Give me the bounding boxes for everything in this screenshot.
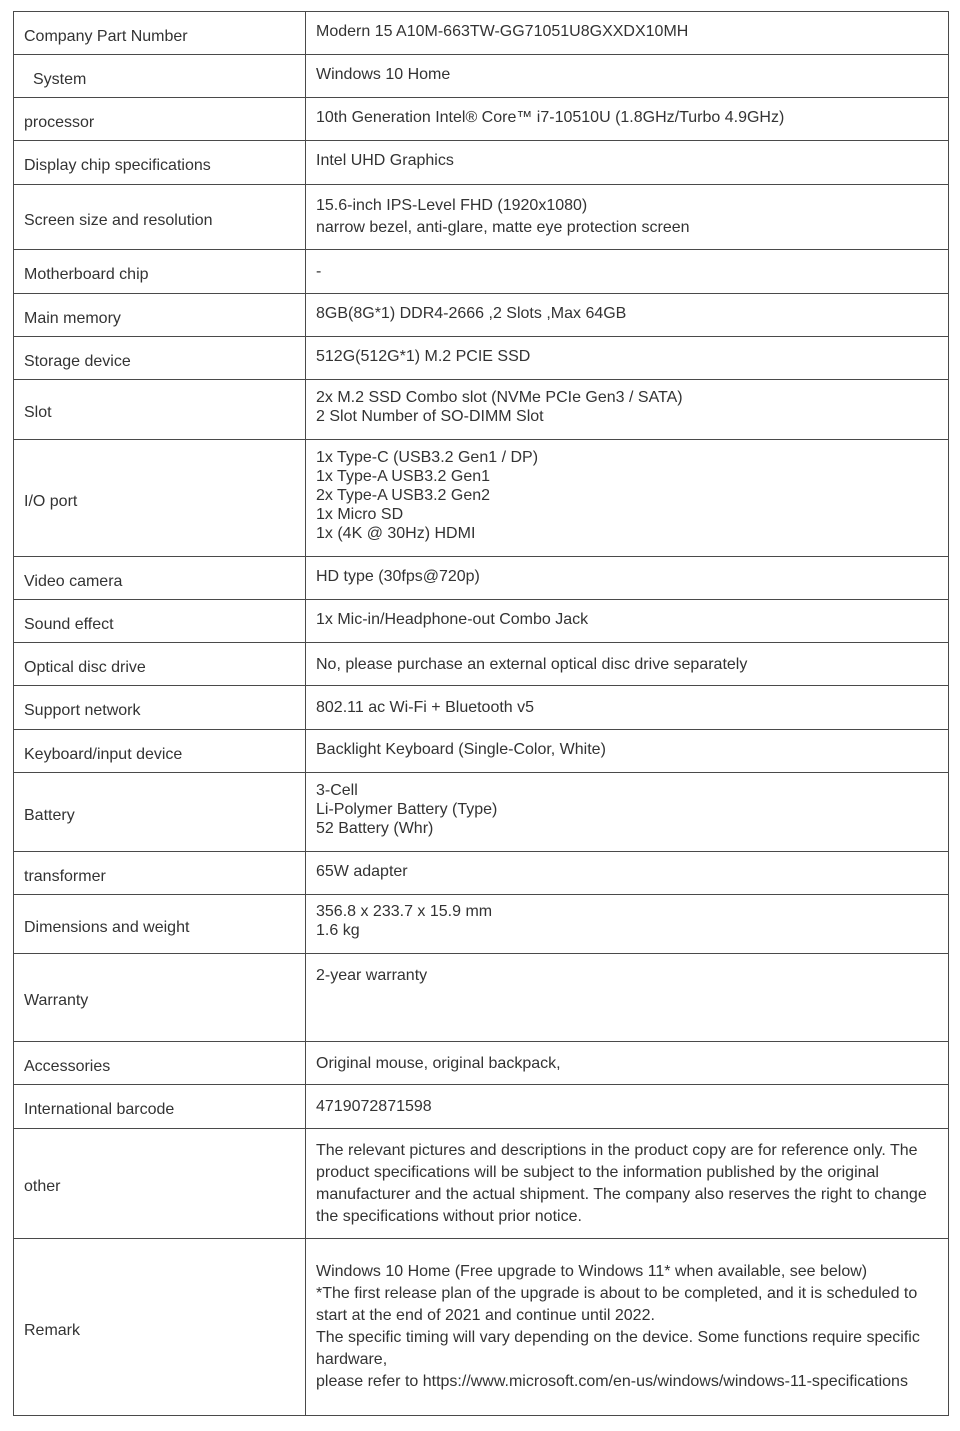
table-row	[14, 730, 949, 773]
value-line: The specific timing will vary depending on the device. Some functions require specific hardware,	[316, 1329, 925, 1368]
row-label: Main memory	[14, 294, 306, 337]
row-value	[306, 852, 949, 895]
value-line: narrow bezel, anti-glare, matte eye protection screen	[316, 219, 690, 236]
value-line: Backlight Keyboard (Single-Color, White)	[316, 740, 606, 758]
table-row	[14, 141, 949, 185]
value-line: 356.8 x 233.7 x 15.9 mm	[316, 903, 493, 920]
table-row	[14, 557, 949, 600]
table-row	[14, 185, 949, 250]
value-line: 4719072871598	[316, 1098, 432, 1115]
table-row	[14, 643, 949, 686]
value-line: 1x (4K @ 30Hz) HDMI	[316, 524, 476, 542]
row-value	[306, 294, 949, 337]
table-row	[14, 440, 949, 557]
row-label: Remark	[14, 1239, 306, 1416]
row-label: I/O port	[14, 440, 306, 557]
row-label: System	[14, 55, 306, 98]
value-line: 52 Battery (Whr)	[316, 819, 434, 837]
value-line: please refer to https://www.microsoft.com/en-us/windows/windows-11-specifications	[316, 1373, 908, 1390]
row-value	[306, 1239, 949, 1416]
value-line: 512G(512G*1) M.2 PCIE SSD	[316, 347, 531, 365]
value-line: No, please purchase an external optical disc drive separately	[316, 655, 748, 673]
row-value	[306, 1042, 949, 1085]
row-value	[306, 141, 949, 185]
row-value	[306, 380, 949, 440]
value-line: 1x Mic-in/Headphone-out Combo Jack	[316, 610, 589, 628]
row-value	[306, 557, 949, 600]
value-line: Original mouse, original backpack,	[316, 1054, 561, 1072]
row-label: Display chip specifications	[14, 141, 306, 185]
row-label: Optical disc drive	[14, 643, 306, 686]
table-row	[14, 1042, 949, 1085]
table-row	[14, 1129, 949, 1239]
row-value	[306, 337, 949, 380]
table-row	[14, 98, 949, 141]
row-value	[306, 250, 949, 294]
value-line: 1x Micro SD	[316, 505, 404, 523]
row-label: other	[14, 1129, 306, 1239]
value-line: 2 Slot Number of SO-DIMM Slot	[316, 407, 544, 425]
value-line: -	[316, 263, 322, 280]
row-label: transformer	[14, 852, 306, 895]
value-line: 15.6-inch IPS-Level FHD (1920x1080)	[316, 197, 588, 214]
row-label: Company Part Number	[14, 12, 306, 55]
value-line: HD type (30fps@720p)	[316, 567, 480, 585]
table-row	[14, 55, 949, 98]
row-value	[306, 954, 949, 1042]
row-label: Sound effect	[14, 600, 306, 643]
value-line: 1x Type-A USB3.2 Gen1	[316, 467, 491, 485]
row-value	[306, 12, 949, 55]
table-row	[14, 294, 949, 337]
row-label: Support network	[14, 686, 306, 730]
table-row	[14, 1085, 949, 1129]
row-value	[306, 1085, 949, 1129]
value-line: Modern 15 A10M-663TW-GG71051U8GXXDX10MH	[316, 22, 689, 40]
table-row	[14, 852, 949, 895]
spec-table-body	[14, 12, 949, 1416]
value-line: 8GB(8G*1) DDR4-2666 ,2 Slots ,Max 64GB	[316, 304, 627, 322]
table-row	[14, 895, 949, 954]
value-line: 3-Cell	[316, 781, 358, 799]
row-label: Dimensions and weight	[14, 895, 306, 954]
row-value	[306, 98, 949, 141]
table-row	[14, 337, 949, 380]
table-row	[14, 12, 949, 55]
table-row	[14, 250, 949, 294]
value-line: 1x Type-C (USB3.2 Gen1 / DP)	[316, 448, 539, 466]
value-line: 2x M.2 SSD Combo slot (NVMe PCIe Gen3 / SATA)	[316, 388, 683, 406]
row-value	[306, 600, 949, 643]
value-line: 2-year warranty	[316, 967, 428, 984]
value-line: 65W adapter	[316, 862, 408, 880]
row-value	[306, 773, 949, 852]
row-label: Storage device	[14, 337, 306, 380]
table-row	[14, 1239, 949, 1416]
table-row	[14, 954, 949, 1042]
value-line: Intel UHD Graphics	[316, 152, 454, 169]
table-row	[14, 380, 949, 440]
row-value	[306, 643, 949, 686]
value-line: 802.11 ac Wi-Fi + Bluetooth v5	[316, 699, 535, 716]
table-row	[14, 600, 949, 643]
row-label: Slot	[14, 380, 306, 440]
value-line: Li-Polymer Battery (Type)	[316, 800, 498, 818]
row-label: Warranty	[14, 954, 306, 1042]
row-value	[306, 55, 949, 98]
row-value	[306, 1129, 949, 1239]
value-line: 10th Generation Intel® Core™ i7-10510U (1.8GHz/Turbo 4.9GHz)	[316, 108, 785, 126]
row-label: Keyboard/input device	[14, 730, 306, 773]
table-row	[14, 773, 949, 852]
row-label: Battery	[14, 773, 306, 852]
row-value	[306, 730, 949, 773]
row-label: Accessories	[14, 1042, 306, 1085]
spec-table	[13, 11, 949, 1416]
row-label: Video camera	[14, 557, 306, 600]
value-line: *The first release plan of the upgrade is about to be completed, and it is scheduled to start at the end of 2021 and continue until 2022.	[316, 1285, 922, 1324]
row-label: Screen size and resolution	[14, 185, 306, 250]
value-line: The relevant pictures and descriptions in the product copy are for reference only. The product specifications will be subject to the information published by the original manufacturer and the actual shipment. The company also reserves the right to change the specifications without prior notice.	[316, 1141, 932, 1225]
table-row	[14, 686, 949, 730]
row-label: processor	[14, 98, 306, 141]
row-value	[306, 440, 949, 557]
row-label: International barcode	[14, 1085, 306, 1129]
row-value	[306, 895, 949, 954]
value-line: Windows 10 Home	[316, 65, 451, 83]
value-line: 2x Type-A USB3.2 Gen2	[316, 486, 491, 504]
row-value	[306, 686, 949, 730]
value-line: Windows 10 Home (Free upgrade to Windows 11* when available, see below)	[316, 1263, 868, 1280]
row-label: Motherboard chip	[14, 250, 306, 294]
value-line: 1.6 kg	[316, 922, 360, 939]
row-value	[306, 185, 949, 250]
